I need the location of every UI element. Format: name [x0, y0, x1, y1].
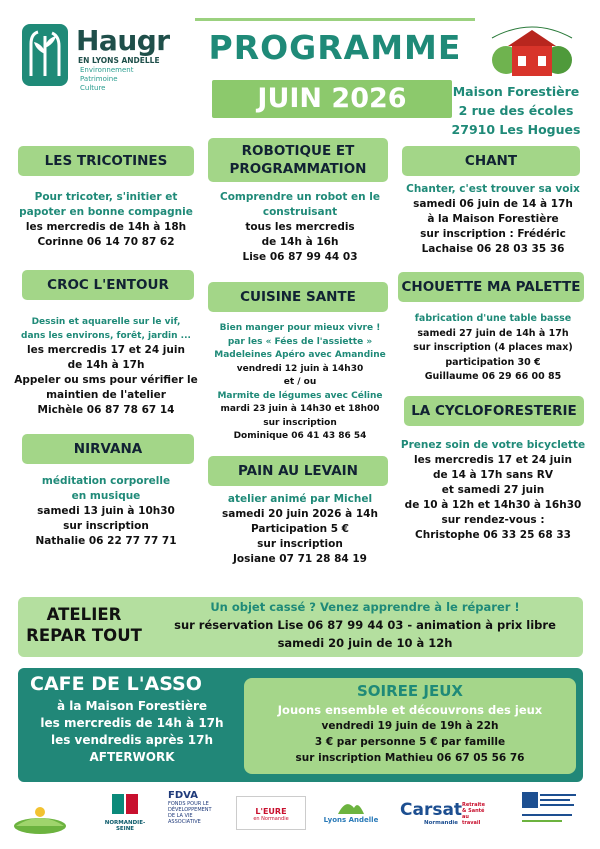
- carsat-logo: Carsat Retraite & Santé au travail Normandie: [400, 800, 485, 826]
- haugr-logo-subtitle: EN LYONS ANDELLE: [78, 56, 160, 65]
- section-tricotines-title: LES TRICOTINES: [18, 146, 194, 176]
- lyons-andelle-logo: Lyons Andelle: [316, 796, 386, 832]
- section-robotique-title: ROBOTIQUE ET PROGRAMMATION: [208, 138, 388, 182]
- section-cyclo-title: LA CYCLOFORESTERIE: [404, 396, 584, 426]
- section-palette-title: CHOUETTE MA PALETTE: [398, 272, 584, 302]
- fdva-logo: FDVA FONDS POUR LE DÉVELOPPEMENT DE LA VIE ASSOCIATIVE: [168, 790, 212, 825]
- section-nirvana-text: méditation corporelle en musique samedi 13 juin à 10h30 sur inscription Nathalie 06 22 77 77 71: [35, 475, 177, 547]
- section-chant-text: Chanter, c'est trouver sa voix samedi 06 juin de 14 à 17h à la Maison Forestière sur inscription : Frédéric Lachaise 06 28 03 35 36: [406, 183, 580, 255]
- section-cuisine-text: Bien manger pour mieux vivre ! par les « Fées de l'assiette » Madeleines Apéro avec Amandine vendredi 12 juin à 14h30 et / ou Marmite de légumes avec Céline mardi 23 juin à 14h30 et 18h00 sur inscription Dominique 06 41 43 86 54: [214, 323, 386, 441]
- les-hogues-logo: [12, 796, 68, 836]
- section-palette-text: fabrication d'une table basse samedi 27 juin de 14h à 17h sur inscription (4 places max) participation 30 € Guillaume 06 29 66 00 85: [413, 313, 573, 382]
- section-robotique-text: Comprendre un robot en le construisant tous les mercredis de 14h à 16h Lise 06 87 99 44 03: [220, 191, 380, 263]
- section-croc-title: CROC L'ENTOUR: [22, 270, 194, 300]
- haugr-logo-name: Haugr: [76, 24, 170, 57]
- haugr-logo-tagline: Environnement Patrimoine Culture: [80, 66, 134, 92]
- section-pain-title: PAIN AU LEVAIN: [208, 456, 388, 486]
- credit-agricole-logo: NORMANDIE-SEINE: [96, 792, 154, 836]
- cafe-text: à la Maison Forestière les mercredis de 14h à 17h les vendredis après 17h AFTERWORK: [40, 699, 224, 764]
- month-banner: JUIN 2026: [212, 80, 452, 118]
- venue-address: Maison Forestière 2 rue des écoles 27910 Les Hogues: [451, 84, 581, 137]
- section-croc-text: Dessin et aquarelle sur le vif, dans les environs, forêt, jardin ... les mercredis 17 et 24 juin de 14h à 17h Appeler ou sms pour vérifier le maintien de l'atelier Michèle 06 87 78 67 14: [14, 317, 198, 416]
- atelier-text: Un objet cassé ? Venez apprendre à le réparer ! sur réservation Lise 06 87 99 44 03 - animation à prix libre samedi 20 juin de 10 à 12h: [174, 600, 556, 650]
- sante-famille-logo: [520, 790, 580, 832]
- section-chant-title: CHANT: [402, 146, 580, 176]
- section-nirvana-title: NIRVANA: [22, 434, 194, 464]
- title-rule: [195, 18, 475, 21]
- maison-forestiere-logo: [488, 24, 576, 82]
- section-pain-text: atelier animé par Michel samedi 20 juin 2026 à 14h Participation 5 € sur inscription Josiane 07 71 28 84 19: [222, 493, 378, 565]
- tree-icon: [22, 24, 68, 86]
- haugr-logo-mark: [22, 24, 68, 86]
- cafe-title: CAFE DE L'ASSO: [30, 673, 202, 695]
- section-tricotines-text: Pour tricoter, s'initier et papoter en bonne compagnie les mercredis de 14h à 18h Corinne 06 14 70 87 62: [19, 191, 193, 248]
- section-cuisine-title: CUISINE SANTE: [208, 282, 388, 312]
- eure-logo: L'EURE en Normandie: [236, 796, 306, 830]
- section-cyclo-text: Prenez soin de votre bicyclette les mercredis 17 et 24 juin de 14 à 17h sans RV et samedi 27 juin de 10 à 12h et 14h30 à 16h30 sur rendez-vous : Christophe 06 33 25 68 33: [400, 439, 586, 541]
- soiree-title: SOIREE JEUX: [357, 682, 463, 700]
- soiree-text: Jouons ensemble et découvrons des jeux vendredi 19 juin de 19h à 22h 3 € par personne 5 € par famille sur inscription Mathieu 06 67 05 56 76: [277, 703, 543, 764]
- atelier-title: ATELIER REPAR TOUT: [26, 605, 142, 645]
- page-title: PROGRAMME: [208, 28, 462, 67]
